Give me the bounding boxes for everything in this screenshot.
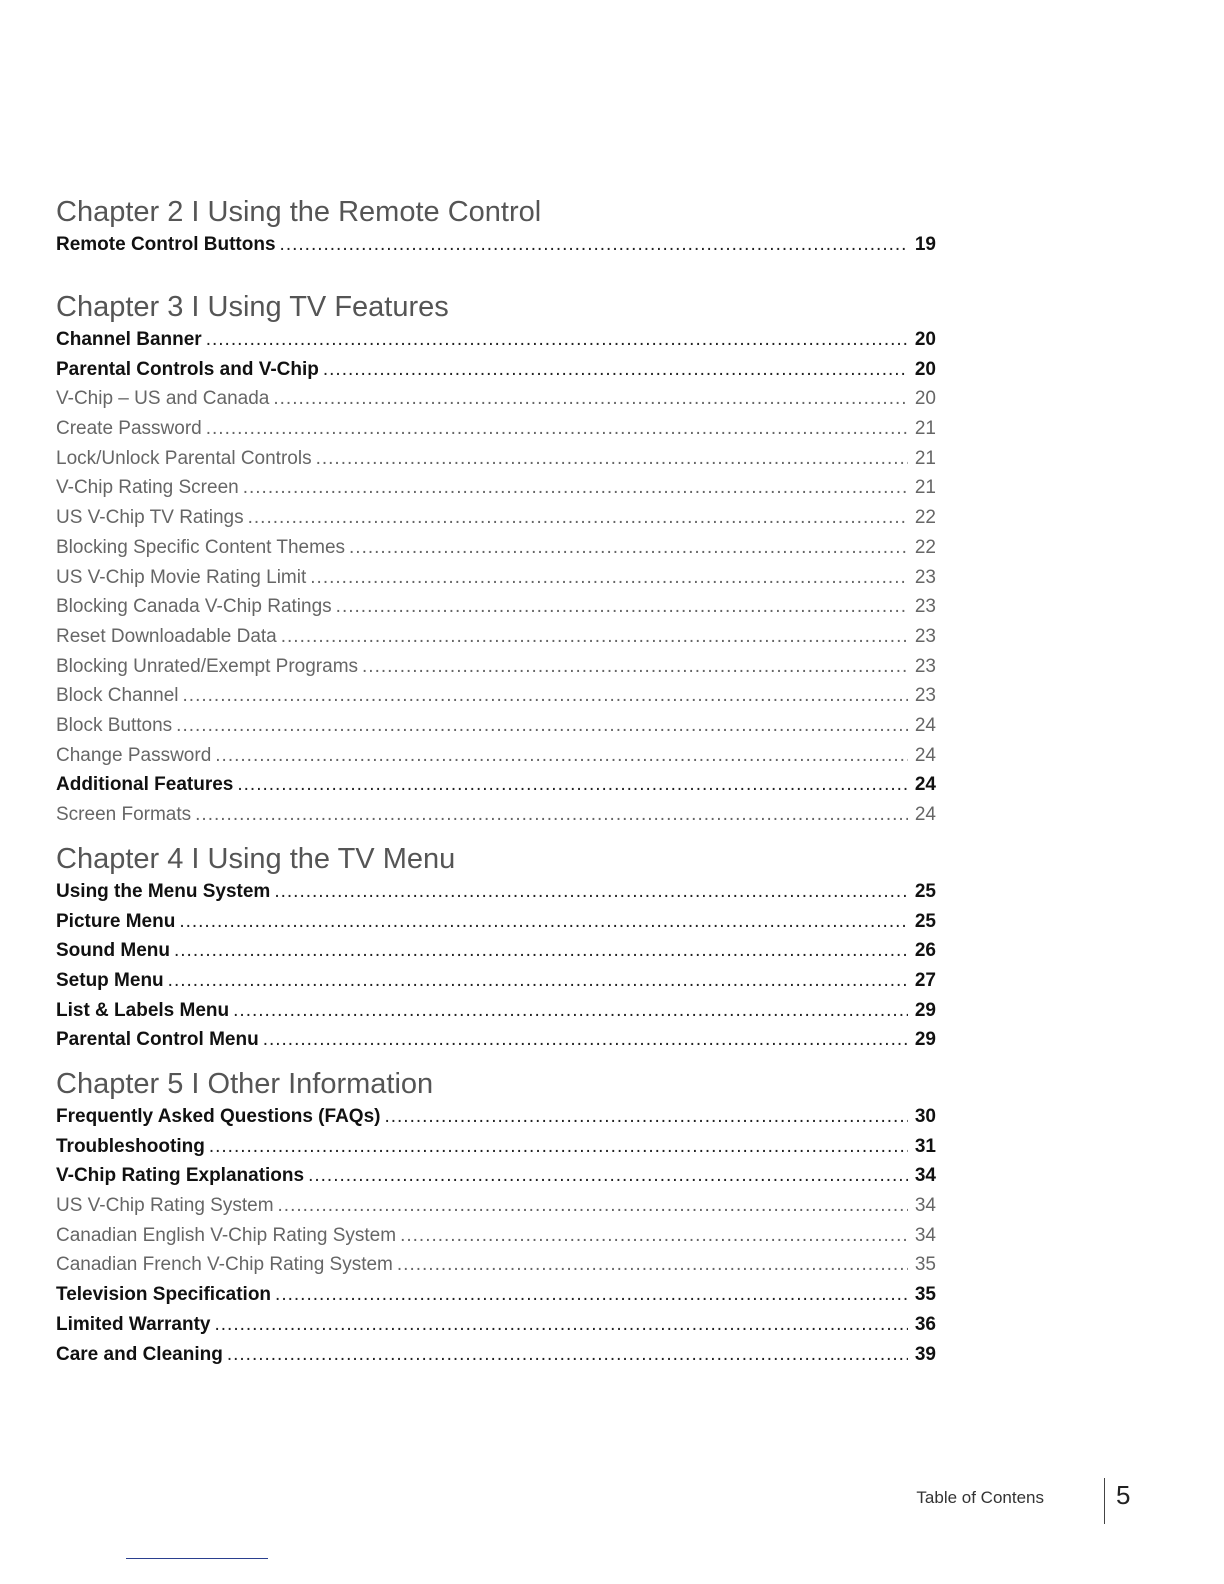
toc-entry-label: Create Password [56,418,202,440]
toc-entry-label: Setup Menu [56,970,164,992]
toc-entry-page: 35 [914,1254,936,1276]
toc-entry[interactable] [56,936,936,966]
toc-entry-page: 25 [914,910,936,932]
toc-entry-label: V-Chip Rating Explanations [56,1165,305,1187]
dot-leader [179,907,908,937]
toc-entry-label: Picture Menu [56,910,176,932]
toc-entry-label: Sound Menu [56,940,170,962]
toc-entry-page: 20 [914,388,936,410]
dot-leader [174,936,908,966]
toc-entry-page: 26 [914,940,936,962]
dot-leader [323,355,908,385]
toc-entry[interactable] [56,1191,936,1221]
dot-leader [384,1102,908,1132]
toc-entry-page: 22 [914,536,936,558]
toc-entry[interactable] [56,230,936,260]
toc-entry-page: 23 [914,566,936,588]
toc-entry-label: Television Specification [56,1284,272,1306]
toc-entry-page: 34 [914,1165,936,1187]
toc-entry[interactable] [56,1340,936,1370]
toc-entry-page: 21 [914,418,936,440]
dot-leader [243,473,908,503]
toc-entry[interactable] [56,1025,936,1055]
toc-entry-page: 34 [914,1224,936,1246]
toc-entry-page: 23 [914,625,936,647]
toc-entry-label: US V-Chip Movie Rating Limit [56,566,307,588]
toc-entry[interactable] [56,711,936,741]
dot-leader [273,384,908,414]
toc-entry-page: 34 [914,1195,936,1217]
toc-entry[interactable] [56,384,936,414]
chapter-title: Chapter 4 I Using the TV Menu [56,843,456,875]
toc-entry-label: Channel Banner [56,329,202,350]
toc-entry[interactable] [56,503,936,533]
toc-entry[interactable] [56,1221,936,1251]
dot-leader [263,1025,908,1055]
toc-entry[interactable] [56,907,936,937]
dot-leader [195,800,908,830]
dot-leader [206,414,908,444]
toc-entry-page: 35 [914,1284,936,1306]
toc-entry[interactable] [56,1161,936,1191]
toc-entry-label: Canadian French V-Chip Rating System [56,1254,393,1276]
toc-entry-label: Block Channel [56,685,179,707]
dot-leader [362,652,908,682]
toc-entry-label: Limited Warranty [56,1313,211,1335]
toc-entry[interactable] [56,473,936,503]
toc-entry-page: 19 [914,234,936,255]
dot-leader [176,711,908,741]
toc-entry-page: 29 [914,1029,936,1051]
dot-leader [233,996,908,1026]
toc-entry[interactable] [56,355,936,385]
bottom-rule [126,1558,268,1559]
toc-entry-page: 24 [914,804,936,825]
toc-entry-page: 24 [914,714,936,736]
toc-entry-label: Using the Menu System [56,881,271,902]
toc-entry[interactable] [56,563,936,593]
toc-entry[interactable] [56,414,936,444]
toc-entry[interactable] [56,622,936,652]
toc-entry[interactable] [56,741,936,771]
toc-entry-page: 21 [914,447,936,469]
dot-leader [209,1132,908,1162]
dot-leader [168,966,908,996]
toc-entry[interactable] [56,996,936,1026]
toc-entry-label: US V-Chip TV Ratings [56,507,244,529]
dot-leader [275,1280,908,1310]
toc-entry-label: V-Chip – US and Canada [56,388,270,410]
toc-entry-label: Parental Control Menu [56,1029,259,1051]
toc-entry[interactable] [56,652,936,682]
dot-leader [183,681,908,711]
toc-entry-page: 20 [914,329,936,350]
toc-entry-label: Parental Controls and V-Chip [56,358,319,380]
toc-entry-label: Lock/Unlock Parental Controls [56,447,312,469]
dot-leader [237,770,908,800]
toc-entry[interactable] [56,681,936,711]
dot-leader [316,444,908,474]
dot-leader [400,1221,908,1251]
page-number: 5 [1116,1480,1131,1510]
toc-entry-page: 36 [914,1313,936,1335]
toc-entry-page: 25 [914,881,936,902]
footer-divider [1104,1478,1105,1524]
dot-leader [227,1340,908,1370]
toc-entry[interactable] [56,325,936,355]
toc-entry-page: 23 [914,685,936,707]
chapter-5-section [56,1066,936,1369]
toc-entry-list [56,325,936,830]
dot-leader [336,592,908,622]
toc-entry-page: 39 [914,1343,936,1365]
toc-entry-label: Reset Downloadable Data [56,625,277,647]
toc-entry-label: US V-Chip Rating System [56,1195,274,1217]
dot-leader [280,230,908,260]
toc-entry-list [56,877,936,1055]
toc-entry-page: 21 [914,477,936,499]
toc-entry-label: Change Password [56,744,212,766]
chapter-title: Chapter 2 I Using the Remote Control [56,196,542,228]
chapter-2-section [56,194,936,260]
dot-leader [206,325,908,355]
dot-leader [248,503,908,533]
page-footer [916,1478,1140,1524]
dot-leader [215,741,908,771]
toc-entry[interactable] [56,1250,936,1280]
toc-entry[interactable] [56,1280,936,1310]
dot-leader [215,1310,909,1340]
dot-leader [278,1191,908,1221]
chapter-title: Chapter 3 I Using TV Features [56,291,449,323]
toc-entry[interactable] [56,1102,936,1132]
footer-section-label: Table of Contens [916,1488,1044,1507]
toc-entry[interactable] [56,1132,936,1162]
toc-entry-label: Additional Features [56,774,234,796]
toc-entry-label: Troubleshooting [56,1135,205,1157]
chapter-title: Chapter 5 I Other Information [56,1068,434,1100]
toc-entry-label: List & Labels Menu [56,999,230,1021]
chapter-4-section [56,841,936,1055]
toc-entry-page: 30 [914,1106,936,1127]
toc-entry[interactable] [56,800,936,830]
toc-entry[interactable] [56,770,936,800]
toc-entry-label: Blocking Specific Content Themes [56,536,346,558]
toc-entry-label: Block Buttons [56,714,173,736]
toc-entry[interactable] [56,966,936,996]
toc-entry[interactable] [56,1310,936,1340]
toc-entry-label: V-Chip Rating Screen [56,477,239,499]
dot-leader [274,877,908,907]
toc-entry-label: Care and Cleaning [56,1343,223,1365]
toc-entry-label: Frequently Asked Questions (FAQs) [56,1106,381,1127]
toc-entry-page: 27 [914,970,936,992]
toc-entry-page: 22 [914,507,936,529]
toc-entry-label: Blocking Unrated/Exempt Programs [56,655,359,677]
dot-leader [308,1161,908,1191]
toc-entry-label: Canadian English V-Chip Rating System [56,1224,397,1246]
dot-leader [349,533,908,563]
toc-entry-page: 24 [914,774,936,796]
dot-leader [310,563,908,593]
toc-entry-page: 29 [914,999,936,1021]
toc-entry-page: 23 [914,655,936,677]
toc-entry-page: 24 [914,744,936,766]
toc-entry-label: Remote Control Buttons [56,234,276,255]
toc-entry[interactable] [56,533,936,563]
toc-entry-label: Blocking Canada V-Chip Ratings [56,596,332,618]
toc-entry-list [56,230,936,260]
toc-entry-label: Screen Formats [56,804,192,825]
toc-entry[interactable] [56,877,936,907]
dot-leader [397,1250,908,1280]
toc-entry-list [56,1102,936,1369]
chapter-3-section [56,289,936,830]
toc-entry[interactable] [56,444,936,474]
toc-entry-page: 31 [914,1135,936,1157]
toc-entry[interactable] [56,592,936,622]
dot-leader [281,622,908,652]
toc-entry-page: 20 [914,358,936,380]
toc-entry-page: 23 [914,596,936,618]
